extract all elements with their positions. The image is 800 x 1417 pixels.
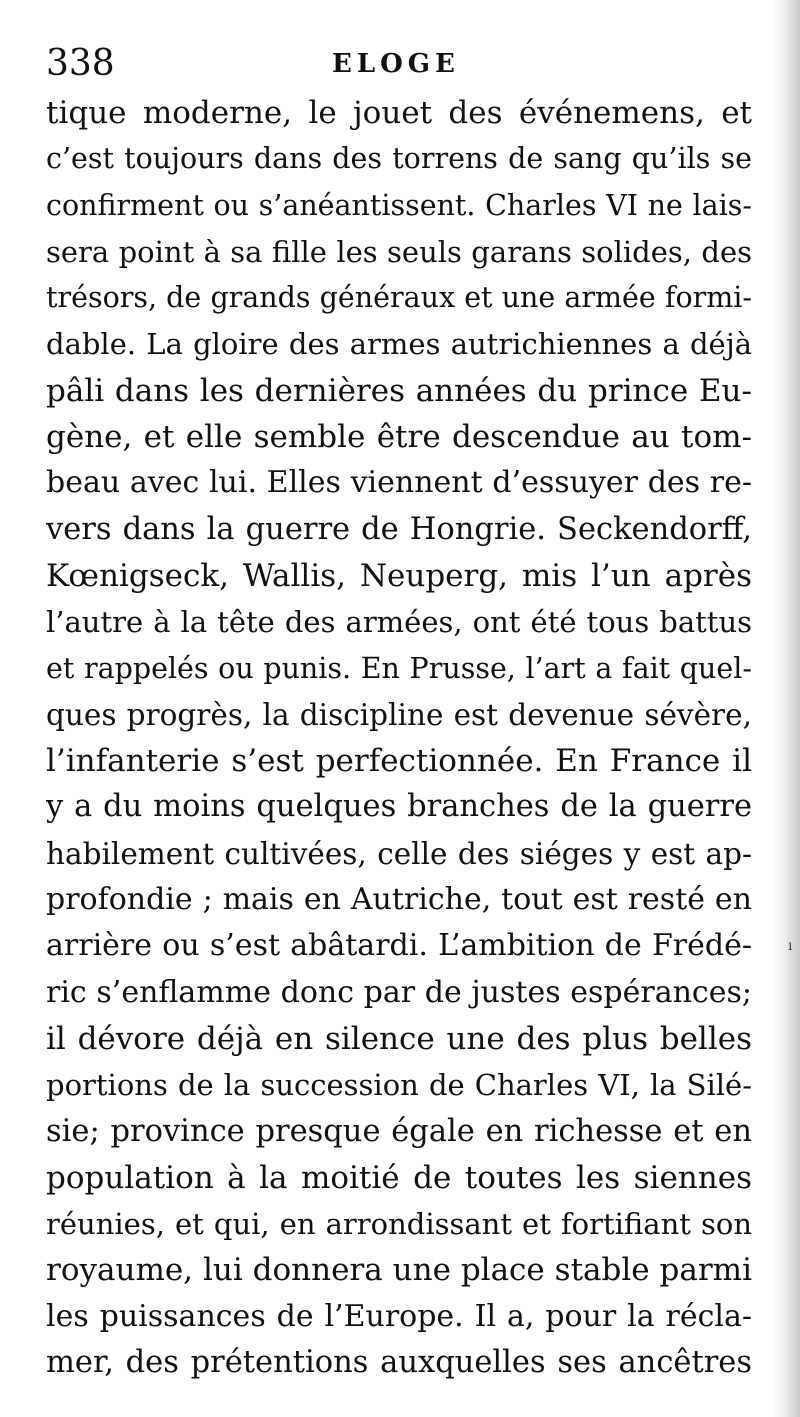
text-line: beau avec lui. Elles viennent d’essuyer des re- xyxy=(46,465,752,501)
page-header xyxy=(46,38,746,90)
text-line: pâli dans les dernières années du prince Eu- xyxy=(46,372,752,409)
page-edge-shadow xyxy=(772,0,800,1417)
text-line: dable. La gloire des armes autrichiennes a déjà xyxy=(46,327,752,362)
text-line: ques progrès, la discipline est devenue sévère, xyxy=(46,697,752,732)
text-line: l’autre à la tête des armées, ont été tous battus xyxy=(46,605,752,640)
text-line: Kœnigseck, Wallis, Neuperg, mis l’un après xyxy=(46,557,752,594)
text-line: sie; province presque égale en richesse et en xyxy=(46,1113,752,1149)
text-line: arrière ou s’est abâtardi. L’ambition de Frédé- xyxy=(46,928,752,964)
text-line: réunies, et qui, en arrondissant et fortifiant son xyxy=(46,1207,752,1242)
text-line: profondie ; mais en Autriche, tout est resté en xyxy=(46,882,752,918)
text-line: l’infanterie s’est perfectionnée. En France il xyxy=(46,743,752,780)
page-number: 338 xyxy=(46,43,115,84)
text-line: royaume, lui donnera une place stable parmi xyxy=(46,1252,752,1289)
text-line: les puissances de l’Europe. Il a, pour la récla- xyxy=(46,1298,752,1334)
text-line: population à la moitié de toutes les siennes xyxy=(46,1159,752,1196)
text-line: c’est toujours dans des torrens de sang qu’ils se xyxy=(46,142,752,176)
text-line: mer, des prétentions auxquelles ses ancêtres xyxy=(46,1345,752,1381)
text-line: vers dans la guerre de Hongrie. Seckendorff, xyxy=(46,511,752,547)
text-line: y a du moins quelques branches de la guerre xyxy=(46,789,752,825)
text-line: tique moderne, le jouet des événemens, et xyxy=(46,95,752,131)
text-line: portions de la succession de Charles VI, la Silé- xyxy=(46,1068,752,1103)
text-line: il dévore déjà en silence une des plus belles xyxy=(46,1020,752,1057)
text-line: trésors, de grands généraux et une armée formi- xyxy=(46,281,752,315)
running-head: ELOGE xyxy=(332,49,460,79)
text-line: habilement cultivées, celle des siéges y est ap- xyxy=(46,836,752,871)
margin-mark: ı xyxy=(788,938,793,954)
body-text xyxy=(46,90,752,1386)
text-line: confirment ou s’anéantissent. Charles VI ne lais- xyxy=(46,188,752,222)
text-line: sera point à sa fille les seuls garans solides, des xyxy=(46,234,752,269)
text-line: gène, et elle semble être descendue au tom- xyxy=(46,419,752,456)
text-line: ric s’enflamme donc par de justes espérances; xyxy=(46,974,752,1010)
text-line: et rappelés ou punis. En Prusse, l’art a fait quel- xyxy=(46,651,752,685)
